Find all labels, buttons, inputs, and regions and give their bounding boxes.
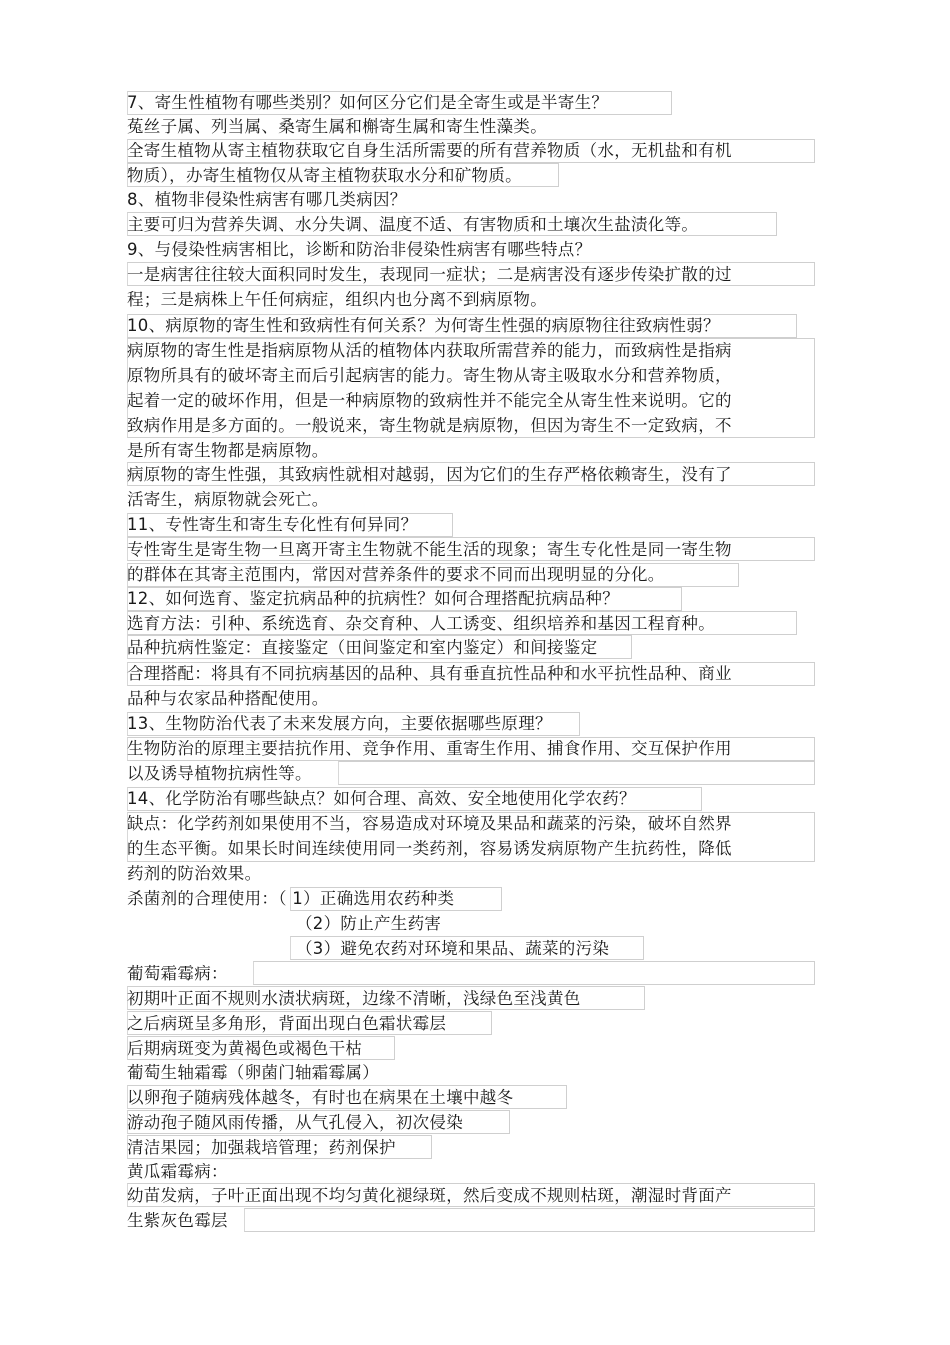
answer-12-line: 合理搭配：将具有不同抗病基因的品种、具有垂直抗性品种和水平抗性品种、商业 [127,664,732,683]
text-region-box [244,1208,815,1232]
grape-downy-mildew-line: 清洁果园；加强栽培管理；药剂保护 [127,1138,396,1157]
cucumber-downy-mildew-line: 生紫灰色霉层 [127,1211,228,1230]
answer-8-line: 主要可归为营养失调、水分失调、温度不适、有害物质和土壤次生盐渍化等。 [127,215,699,234]
answer-13-line: 以及诱导植物抗病性等。 [127,764,312,783]
question-11: 11、专性寄生和寄生专化性有何异同？ [127,515,418,534]
answer-10-line: 原物所具有的破坏寄主而后引起病害的能力。寄生物从寄主吸取水分和营养物质， [127,366,732,385]
answer-12-line: 品种与农家品种搭配使用。 [127,689,329,708]
answer-10-line: 致病作用是多方面的。一般说来，寄生物就是病原物，但因为寄生不一定致病，不 [127,416,732,435]
answer-14-line: 药剂的防治效果。 [127,864,262,883]
grape-downy-mildew-line: 葡萄生轴霜霉（卵菌门轴霜霉属） [127,1063,379,1082]
grape-downy-mildew-line: 游动孢子随风雨传播，从气孔侵入，初次侵染 [127,1113,463,1132]
fungicide-usage-line: （3）避免农药对环境和果品、蔬菜的污染 [296,939,610,958]
question-8: 8、植物非侵染性病害有哪几类病因？ [127,190,407,209]
answer-11-line: 专性寄生是寄生物一旦离开寄主生物就不能生活的现象；寄生专化性是同一寄生物 [127,540,732,559]
text-region-box [253,961,815,985]
cucumber-downy-mildew-heading: 黄瓜霜霉病： [127,1162,228,1181]
question-7: 7、寄生性植物有哪些类别？如何区分它们是全寄生或是半寄生？ [127,93,609,112]
question-12: 12、如何选育、鉴定抗病品种的抗病性？如何合理搭配抗病品种？ [127,589,619,608]
grape-downy-mildew-heading: 葡萄霜霉病： [127,964,228,983]
answer-9-line: 一是病害往往较大面积同时发生，表现同一症状；二是病害没有逐步传染扩散的过 [127,265,732,284]
question-9: 9、与侵染性病害相比，诊断和防治非侵染性病害有哪些特点？ [127,240,592,259]
grape-downy-mildew-line: 以卵孢子随病残体越冬，有时也在病果在土壤中越冬 [127,1088,514,1107]
grape-downy-mildew-line: 初期叶正面不规则水渍状病斑，边缘不清晰，浅绿色至浅黄色 [127,989,581,1008]
answer-7-line: 物质），办寄生植物仅从寄主植物获取水分和矿物质。 [127,166,522,185]
answer-10-line: 起着一定的破坏作用，但是一种病原物的致病性并不能完全从寄生性来说明。它的 [127,391,732,410]
answer-12-line: 品种抗病性鉴定：直接鉴定（田间鉴定和室内鉴定）和间接鉴定 [127,638,598,657]
answer-10-line: 是所有寄生物都是病原物。 [127,441,329,460]
answer-10-line: 病原物的寄生性是指病原物从活的植物体内获取所需营养的能力，而致病性是指病 [127,341,732,360]
fungicide-usage-line: 杀菌剂的合理使用：（ 1）正确选用农药种类 [127,889,455,908]
answer-10-line: 活寄生，病原物就会死亡。 [127,490,329,509]
question-10: 10、病原物的寄生性和致病性有何关系？为何寄生性强的病原物往往致病性弱？ [127,316,720,335]
grape-downy-mildew-line: 之后病斑呈多角形，背面出现白色霜状霉层 [127,1014,447,1033]
answer-13-line: 生物防治的原理主要拮抗作用、竞争作用、重寄生作用、捕食作用、交互保护作用 [127,739,732,758]
question-13: 13、生物防治代表了未来发展方向，主要依据哪些原理？ [127,714,552,733]
answer-10-line: 病原物的寄生性强，其致病性就相对越弱，因为它们的生存严格依赖寄生，没有了 [127,465,732,484]
answer-14-line: 缺点：化学药剂如果使用不当，容易造成对环境及果品和蔬菜的污染，破坏自然界 [127,814,732,833]
cucumber-downy-mildew-line: 幼苗发病，子叶正面出现不均匀黄化褪绿斑，然后变成不规则枯斑，潮湿时背面产 [127,1186,732,1205]
answer-7-line: 全寄生植物从寄主植物获取它自身生活所需要的所有营养物质（水，无机盐和有机 [127,141,732,160]
fungicide-usage-line: （2）防止产生药害 [296,914,442,933]
answer-12-line: 选育方法：引种、系统选育、杂交育种、人工诱变、组织培养和基因工程育种。 [127,614,715,633]
answer-11-line: 的群体在其寄主范围内，常因对营养条件的要求不同而出现明显的分化。 [127,565,665,584]
answer-7-line: 菟丝子属、列当属、桑寄生属和槲寄生属和寄生性藻类。 [127,117,547,136]
answer-9-line: 程；三是病株上午任何病症，组织内也分离不到病原物。 [127,290,547,309]
answer-14-line: 的生态平衡。如果长时间连续使用同一类药剂，容易诱发病原物产生抗药性，降低 [127,839,732,858]
grape-downy-mildew-line: 后期病斑变为黄褐色或褐色干枯 [127,1039,363,1058]
text-region-box [338,761,815,785]
question-14: 14、化学防治有哪些缺点？如何合理、高效、安全地使用化学农药？ [127,789,636,808]
